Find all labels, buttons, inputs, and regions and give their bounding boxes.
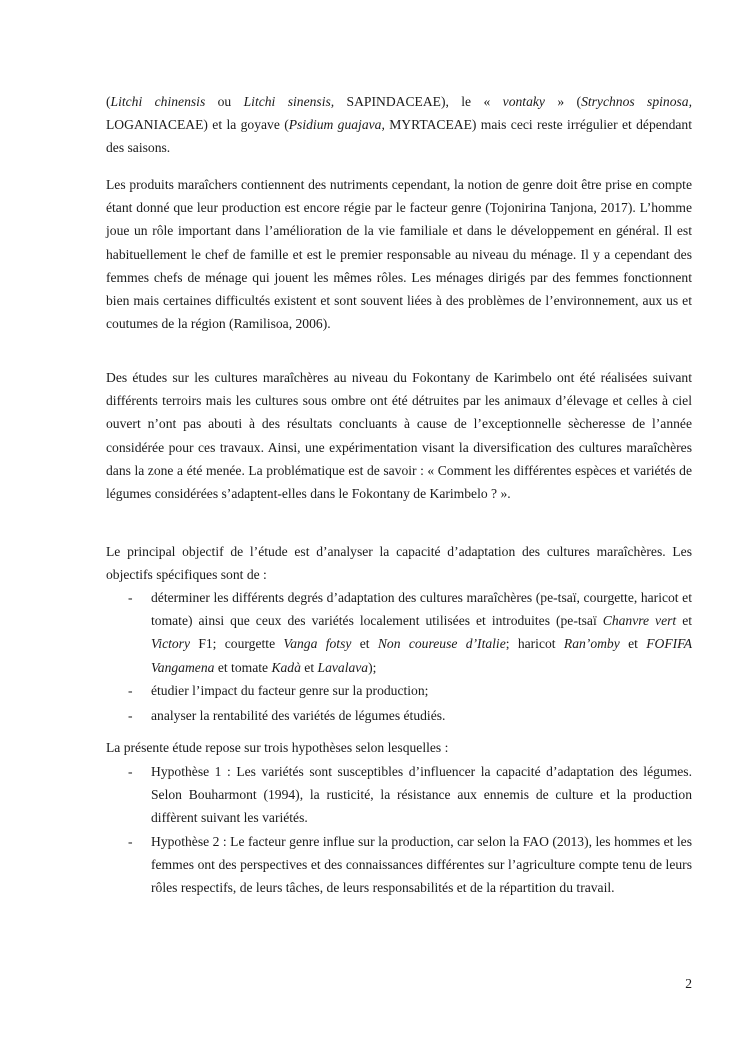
local-name: vontaky — [502, 94, 545, 109]
text-run: et — [676, 613, 693, 629]
list-item — [106, 586, 692, 679]
text-run: et tomate — [214, 659, 272, 675]
variety-name: Victory — [151, 636, 191, 652]
text-run: » ( — [544, 94, 582, 109]
text-run: et — [619, 636, 647, 652]
hypotheses-list — [106, 760, 692, 899]
species-name: Strychnos spinosa, — [581, 94, 693, 109]
list-item — [106, 830, 692, 900]
text-run: SAPINDACEAE), le « — [334, 94, 503, 109]
text-run: et — [300, 659, 318, 675]
species-name: Litchi chinensis — [110, 94, 206, 109]
list-item — [106, 704, 692, 727]
bullet-dash: - — [128, 833, 133, 849]
paragraph-plant-species — [106, 90, 692, 160]
list-item-text: Hypothèse 1 : Les variétés sont susceptibles d’influencer la capacité d’adaptation des légumes. Selon Bouharmont (1994), la rusticité, la résistance aux ennemis de culture et la production diffèrent suivant les variétés. — [151, 764, 692, 826]
paragraph-problem-statement: Des études sur les cultures maraîchères au niveau du Fokontany de Karimbelo ont été réalisées suivant différents terroirs mais les cultures sous ombre ont été détruites par les animaux d’élevage et celles à ciel ouvert n’ont pas abouti à des résultats concluants à cause de l’exceptionnelle sècheresse de l’année considérée pour ces travaux. Ainsi, une expérimentation visant la diversification des cultures maraîchères dans la zone a été menée. La problématique est de savoir : « Comment les différentes espèces et variétés de légumes considérées s’adaptent-elles dans le Fokontany de Karimbelo ? ». — [106, 370, 692, 502]
paragraph-gender: Les produits maraîchers contiennent des nutriments cependant, la notion de genre doit être prise en compte étant donné que leur production est encore régie par le facteur genre (Tojonirina Tanjona, 2017). L’homme joue un rôle important dans l’amélioration de la vie familiale et dans le développement en général. Il est habituellement le chef de famille et est le premier responsable au niveau du ménage. Il y a cependant des femmes chefs de ménage qui jouent les mêmes rôles. Les ménages dirigés par des femmes fonctionnent bien mais certaines difficultés existent et sont souvent liées à des problèmes de l’environnement, aux us et coutumes de la région (Ramilisoa, 2006). — [106, 177, 692, 332]
variety-name: Lavalava — [317, 659, 369, 675]
variety-name: Ran’omby — [563, 636, 620, 652]
list-item-text: étudier l’impact du facteur genre sur la production; — [151, 682, 429, 698]
variety-name: FOFIFA Vangamena — [151, 636, 693, 675]
list-item — [106, 679, 692, 702]
objectives-intro: Le principal objectif de l’étude est d’analyser la capacité d’adaptation des cultures maraîchères. Les objectifs spécifiques sont de : — [106, 544, 692, 583]
page-number: 2 — [685, 976, 692, 991]
species-name: Psidium guajava, — [288, 117, 385, 133]
bullet-dash: - — [128, 764, 133, 779]
text-run: ou — [205, 94, 244, 109]
list-item — [106, 760, 692, 830]
text-run: ; haricot — [505, 636, 564, 652]
text-run: F1; courgette — [190, 636, 284, 652]
text-run: et — [351, 636, 378, 652]
objectives-list — [106, 586, 692, 727]
variety-name: Non coureuse d’Italie — [377, 636, 506, 652]
bullet-dash: - — [128, 590, 133, 605]
text-run: ); — [368, 659, 377, 675]
text-run: déterminer les différents degrés d’adaptation des cultures maraîchères (pe-tsaï, courgette, haricot et tomate) ainsi que ceux des variétés localement utilisées et introduites (pe-tsaï — [151, 590, 692, 629]
variety-name: Chanvre vert — [602, 613, 677, 629]
list-item-text: analyser la rentabilité des variétés de légumes étudiés. — [151, 708, 446, 724]
bullet-dash: - — [128, 708, 133, 724]
species-name: Litchi sinensis, — [243, 94, 335, 109]
hypotheses-intro: La présente étude repose sur trois hypothèses selon lesquelles : — [106, 740, 449, 755]
list-item-text: Hypothèse 2 : Le facteur genre influe sur la production, car selon la FAO (2013), les hommes et les femmes ont des perspectives et des connaissances différentes sur l’agriculture compte tenu de leurs rôles respectifs, de leurs tâches, de leurs responsabilités et de la répartition du travail. — [151, 833, 692, 896]
variety-name: Vanga fotsy — [283, 636, 352, 652]
text-run: MYRTACEAE) mais ceci reste irrégulier et dépendant des saisons. — [106, 117, 692, 156]
variety-name: Kadà — [271, 659, 301, 675]
bullet-dash: - — [128, 682, 133, 698]
text-run: LOGANIACEAE) et la goyave ( — [106, 117, 289, 133]
text-run: ( — [106, 94, 111, 109]
